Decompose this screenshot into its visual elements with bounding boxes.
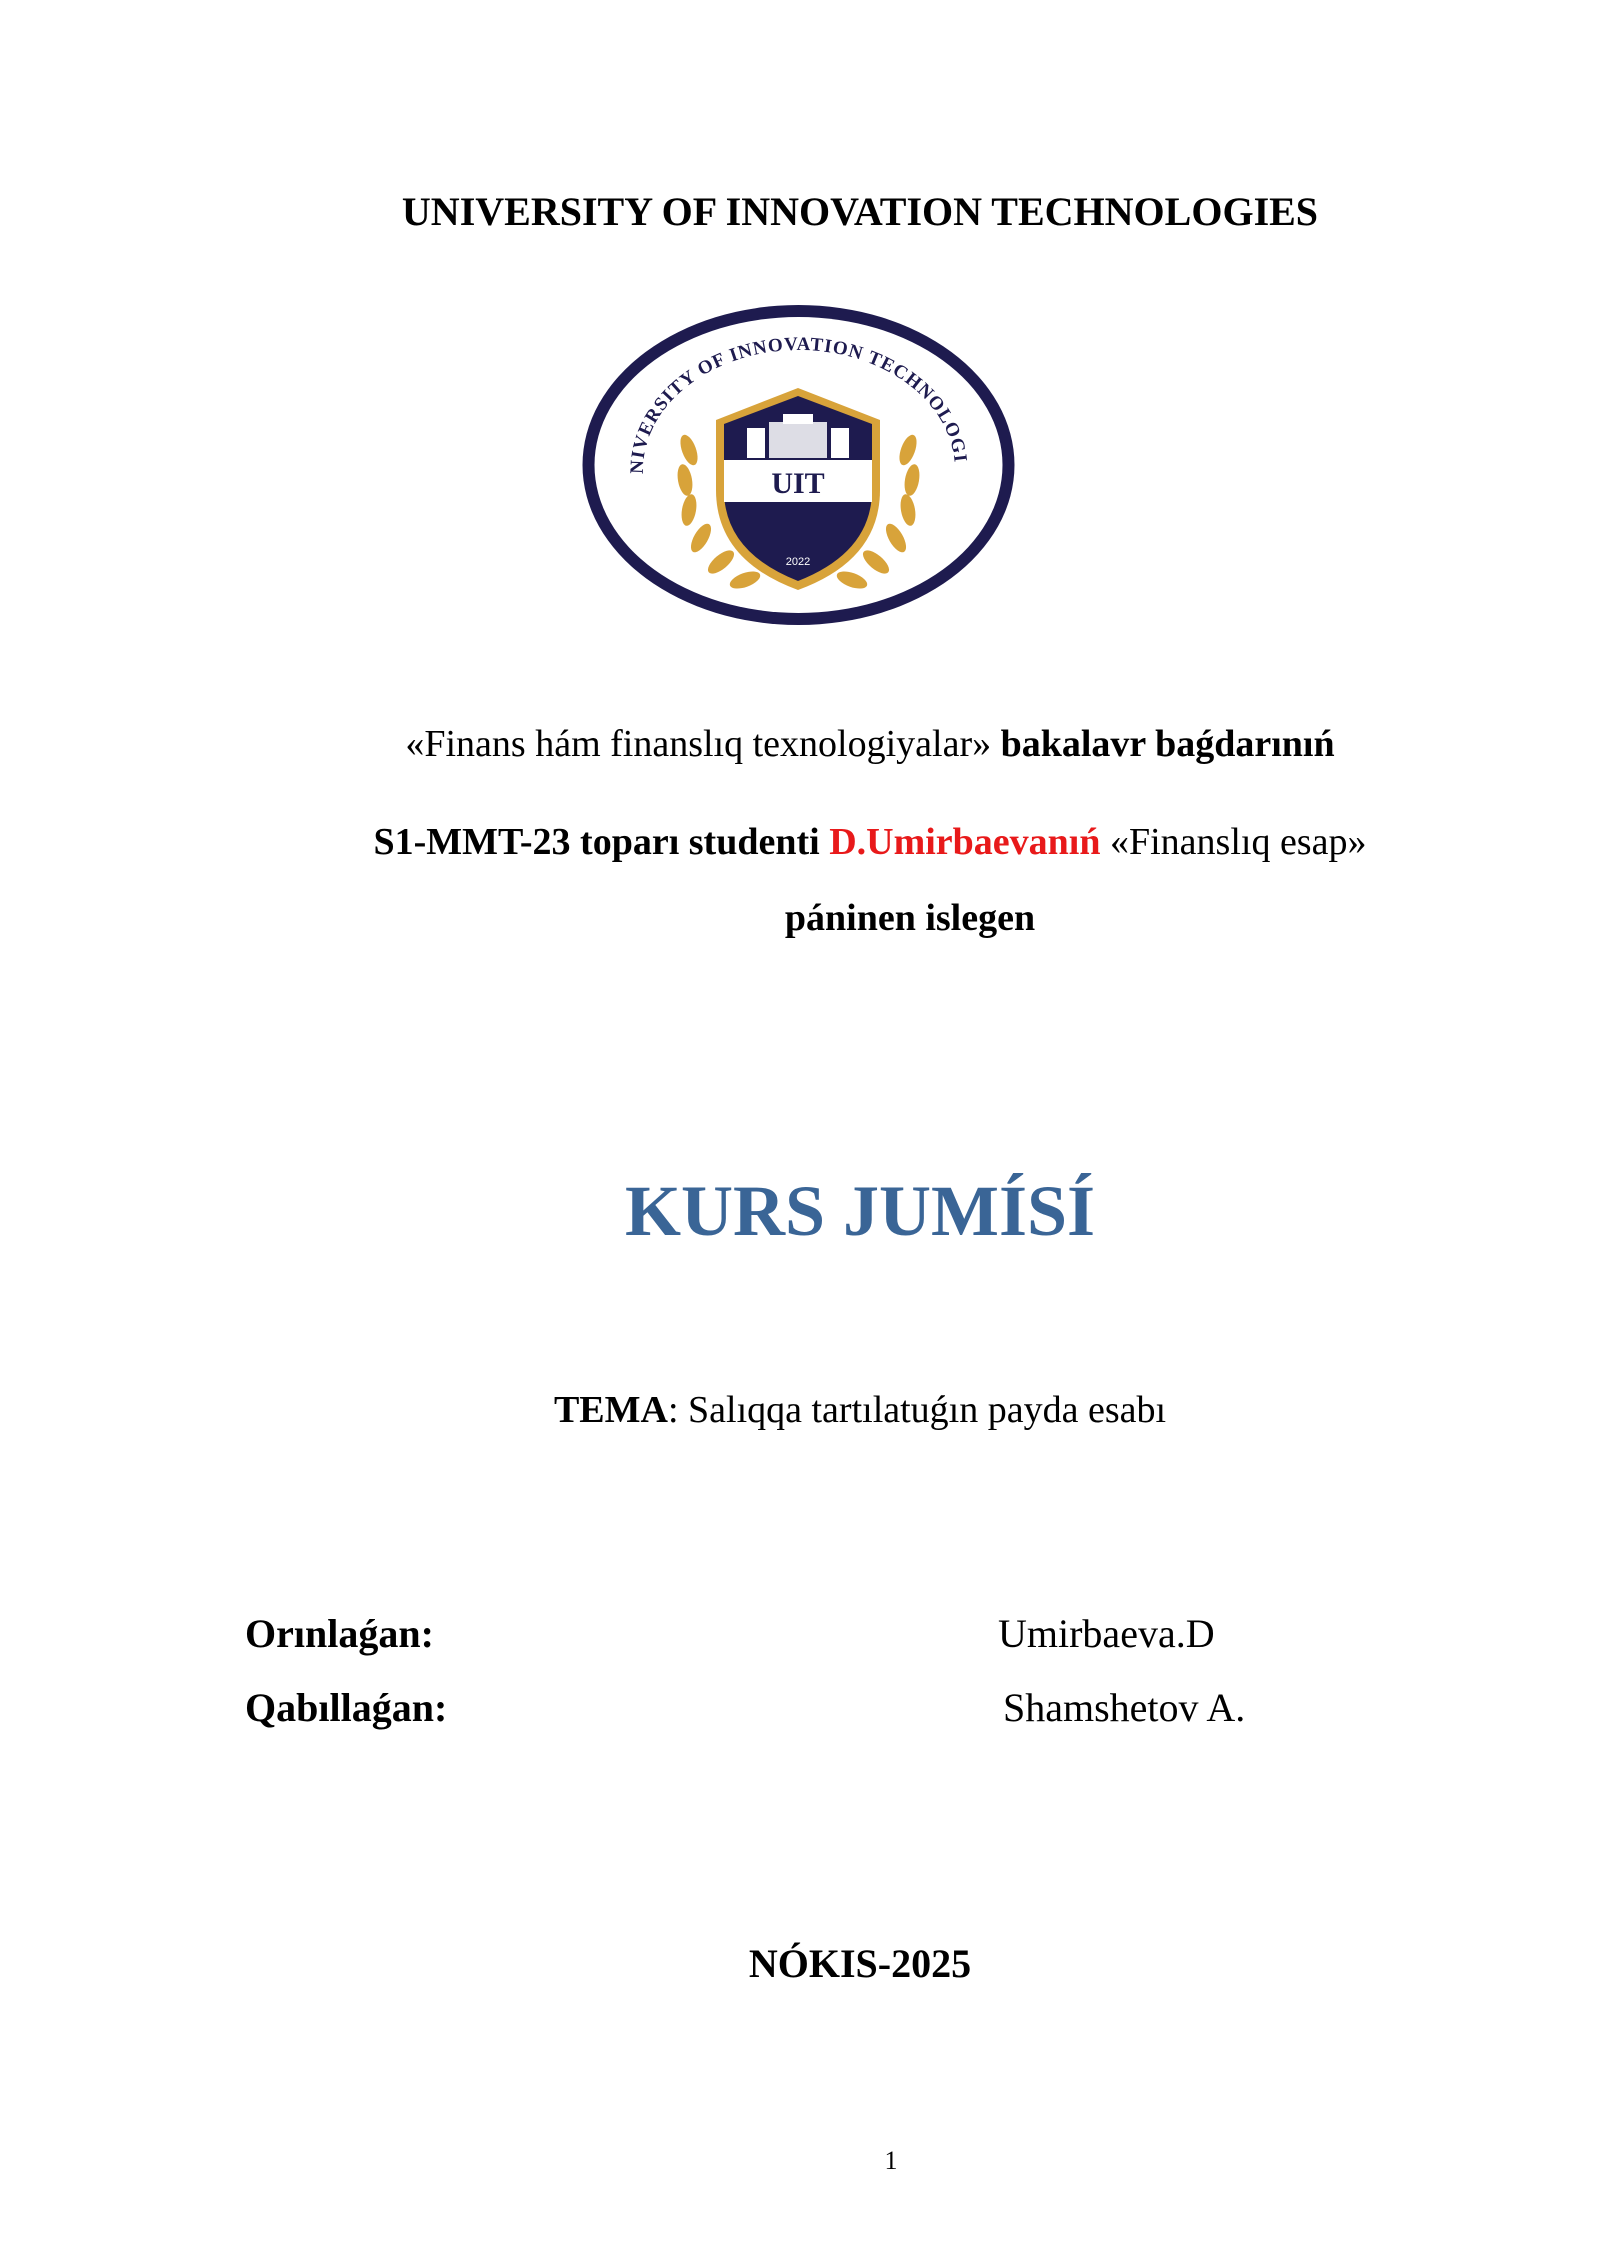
topic-label: TEMA	[553, 1389, 668, 1431]
page-number: 1	[884, 2146, 898, 2175]
program-line	[100, 722, 1600, 766]
program-name: «Finans hám finanslıq texnologiyalar»	[405, 723, 992, 765]
student-name: D.Umirbaevanıń	[829, 821, 1101, 863]
university-logo	[577, 300, 1020, 630]
svg-text:2022: 2022	[785, 556, 811, 568]
city-year: NÓKIS-2025	[748, 1941, 972, 1986]
topic-line	[100, 1388, 1600, 1432]
topic-value: Salıqqa tartılatuǵın payda esabı	[688, 1389, 1167, 1431]
student-line	[100, 820, 1600, 864]
performed-label: Orınlaǵan:	[245, 1611, 434, 1656]
svg-text:UNIVERSITY OF INNOVATION TECHN: NIVERSITY OF INNOVATION TECHNOLOGI	[626, 333, 971, 475]
topic-separator: :	[667, 1389, 689, 1431]
svg-text:UIT: UIT	[771, 467, 825, 500]
worked-on-line: páninen islegen	[784, 897, 1036, 939]
group-student: S1-MMT-23 toparı studenti	[373, 821, 830, 863]
accepted-value: Shamshetov A.	[1003, 1685, 1246, 1730]
accepted-label: Qabıllaǵan:	[245, 1685, 448, 1730]
university-seal-icon	[577, 300, 1020, 630]
document-title: KURS JUMÍSÍ	[624, 1171, 1096, 1251]
program-suffix: bakalavr baǵdarınıń	[991, 723, 1335, 765]
university-title: UNIVERSITY OF INNOVATION TECHNOLOGIES	[401, 189, 1319, 234]
performed-value: Umirbaeva.D	[998, 1611, 1215, 1656]
subject-name: «Finanslıq esap»	[1100, 821, 1367, 863]
